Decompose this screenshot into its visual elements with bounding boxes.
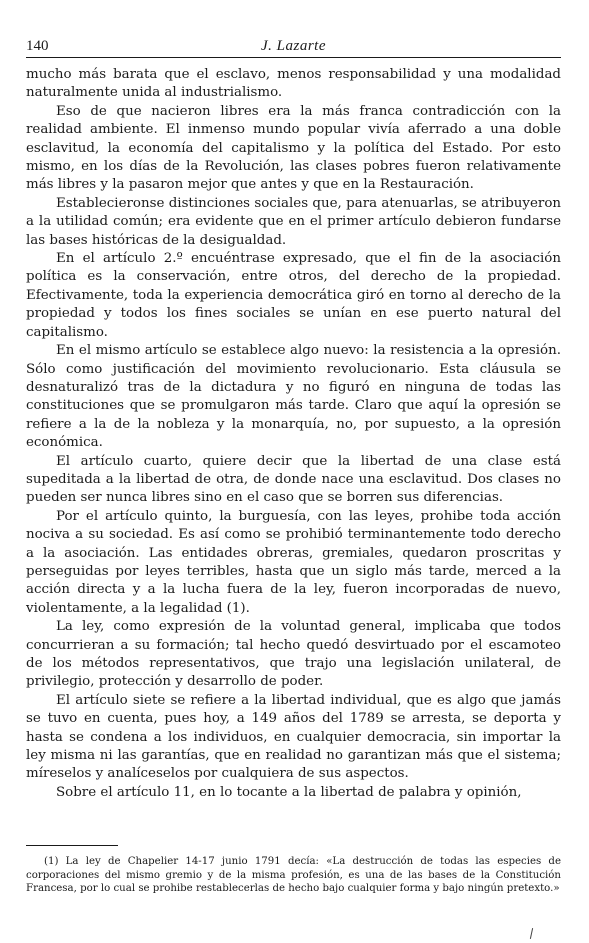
running-head: J. Lazarte (261, 38, 326, 54)
paragraph-continuation: mucho más barata que el esclavo, menos responsabilidad y una modalidad naturalmente unida al industrialismo. (26, 67, 561, 101)
header-rule (26, 57, 561, 58)
paragraph: En el mismo artículo se establece algo nuevo: la resistencia a la opresión. Sólo como justificación del movimiento revolucionario. Esta cláusula se desnaturalizó tras de la dictadura y no figuró en ninguna de todas las constituciones que se promulgaron más tarde. Claro que aquí la opresión se refiere a la de la nobleza y la monarquía, no, por supuesto, a la opresión económica. (26, 343, 561, 451)
footnote (26, 855, 561, 896)
body-text (26, 66, 561, 802)
paragraph: Sobre el artículo 11, en lo tocante a la libertad de palabra y opinión, (56, 784, 522, 800)
paragraph: Por el artículo quinto, la burguesía, con las leyes, prohibe toda acción nociva a su sociedad. Es así como se prohibió terminantemente todo derecho a la asociación. Las entidades obreras, gremiales, quedaron proscritas y perseguidas por leyes terribles, hasta que un siglo más tarde, merced a la acción directa y a la lucha fuera de la ley, fueron incorporadas de nuevo, violentamente, a la legalidad (1). (26, 508, 561, 616)
paragraph: Establecieronse distinciones sociales que, para atenuarlas, se atribuyeron a la utilidad común; era evidente que en el primer artículo debieron fundarse las bases históricas de la desigualdad. (26, 195, 561, 248)
paragraph: El artículo cuarto, quiere decir que la libertad de una clase está supeditada a la libertad de otra, de donde nace una esclavitud. Dos clases no pueden ser nunca libres sino en el caso que se borren sus diferencias. (26, 453, 561, 506)
page-number: 140 (26, 38, 49, 54)
paragraph: El artículo siete se refiere a la libertad individual, que es algo que jamás se tuvo en cuenta, pues hoy, a 149 años del 1789 se arresta, se deporta y hasta se condena a los individuos, en cualquier democracia, sin importar la ley misma ni las garantías, que en realidad no garantizan más que el sistema; míreselos y analíceselos por cualquiera de sus aspectos. (26, 692, 561, 782)
paragraph: En el artículo 2.º encuéntrase expresado, que el fin de la asociación política es la conservación, entre otros, del derecho de la propiedad. Efectivamente, toda la experiencia democrática giró en torno al derecho de la propiedad y todos los fines sociales se unían en ese puerto natural del capitalismo. (26, 251, 561, 340)
footnote-rule (26, 845, 118, 846)
stray-ink-mark (530, 928, 533, 939)
page-header (26, 38, 561, 58)
paragraph: Eso de que nacieron libres era la más franca contradicción con la realidad ambiente. El inmenso mundo popular vivía aferrado a una doble esclavitud, la economía del capitalismo y la política del Estado. Por esto mismo, en los días de la Revolución, las clases pobres fueron relativamente más libres y la pasaron mejor que antes y que en la Restauración. (26, 103, 561, 193)
paragraph: La ley, como expresión de la voluntad general, implicaba que todos concurrieran a su formación; tal hecho quedó desvirtuado por el escamoteo de los métodos representativos, que trajo una legislación unilateral, de privilegio, protección y desarrollo de poder. (26, 619, 561, 690)
footnote-text: (1) La ley de Chapelier 14-17 junio 1791 decía: «La destrucción de todas las especies de corporaciones del mismo gremio y de la misma profesión, es una de las bases de la Constitución Francesa, por lo cual se prohibe restablecerlas de hecho bajo cualquier forma y bajo ningún pretexto.» (26, 856, 561, 895)
